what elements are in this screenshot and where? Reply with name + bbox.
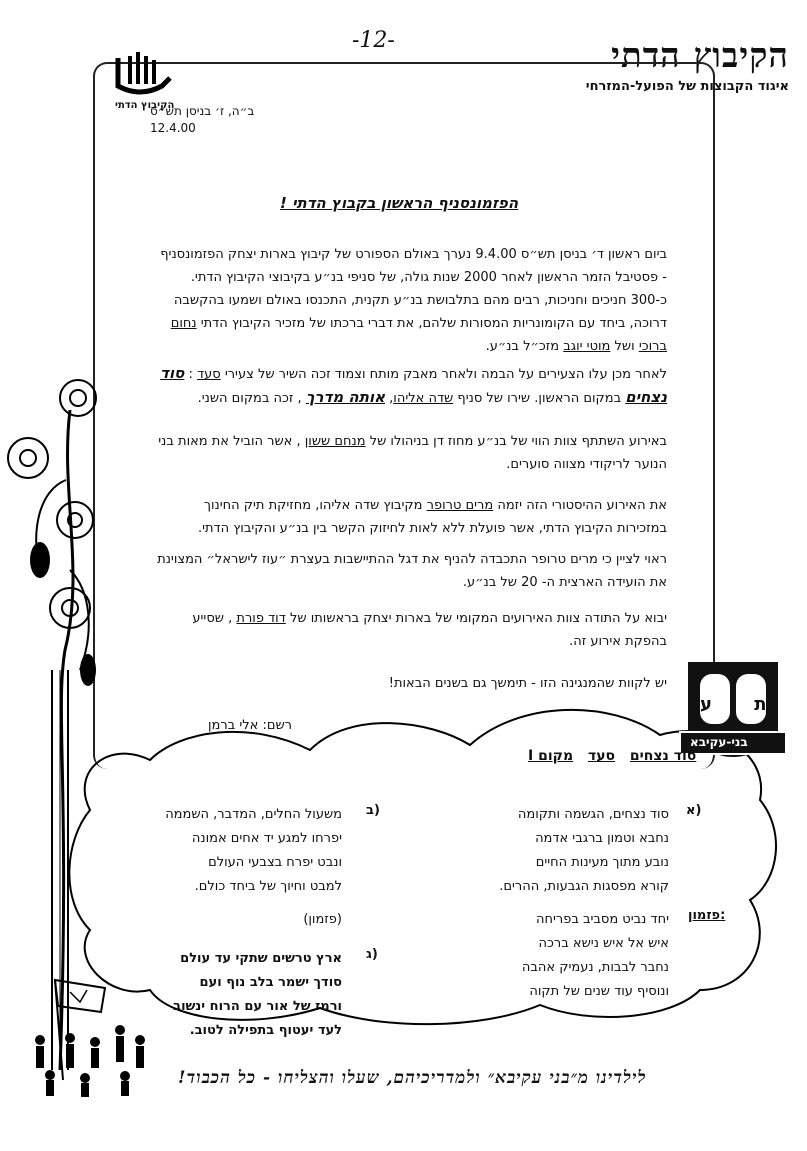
verse-line: נובע מתוך מעינות החיים xyxy=(535,855,669,870)
verse-line: נחבא וטמון ברגבי אדמה xyxy=(535,831,669,846)
verse-line: ונוסיף עוד שנים של תקוה xyxy=(529,984,669,999)
p6-text-a: יבוא על התודה צוות האירועים המקומי של בארות יצחק בראשותו של xyxy=(289,611,667,626)
chorus-ref: (פזמון) xyxy=(303,912,342,927)
song-place: מקום I xyxy=(528,748,574,764)
page-number: -12- xyxy=(352,28,395,53)
verse-line: קורא מפסגות הגבעות, ההרים. xyxy=(499,879,669,894)
p6-name: דוד פורת xyxy=(236,611,286,626)
verse-line: איש אל איש נישא ברכה xyxy=(538,936,669,951)
verse-line: סודך ישמר בלב נוף ועם xyxy=(199,975,342,990)
p2-branch-2: שדה אליהו xyxy=(393,391,454,406)
paragraph-6 xyxy=(152,607,667,653)
p1-text: ביום ראשון ד׳ בניסן תש״ס 9.4.00 נערך באולם הספורט של קיבוץ בארות יצחק הפזמונסניף - פסטיבל הזמר הראשון לאחר 2000 שנות גולה, של סניפי בנ״ע בקיבוצי הקיבוץ הדתי. כ-300 חניכים וחניכות, רבים מהם בתלבושת בנ״ע תקנית, התכנסו באולם ושמעו בהקשבה דרוכה, ביחד עם הקומונריות המסורות שלהם, את דברי ברכתו של מזכיר הקיבוץ הדתי xyxy=(160,247,667,331)
chorus xyxy=(419,908,669,1004)
verse-line: יפרחו למגע יד אחים אמונה xyxy=(191,831,342,846)
paragraph-3 xyxy=(152,430,667,476)
verse-line: ורמז של אור עם הרוח ינשוב xyxy=(173,999,342,1014)
signature: רשם: אלי ברמן xyxy=(207,718,292,733)
verse-line: ארץ טרשים שתקי עד עולם xyxy=(180,951,342,966)
verse-a-label: א) xyxy=(686,803,702,818)
p3-text-a: באירוע השתתף צוות הווי של בנ״ע מחוז דן בניהולו של xyxy=(369,434,667,449)
verse-line: נחבר לבבות, נעמיק אהבה xyxy=(521,960,669,975)
badge-ribbon: בני-עקיבא xyxy=(690,735,748,749)
verse-line: לעד יעטוף בתפילה לטוב. xyxy=(189,1023,342,1038)
p4-text-b: מקיבוץ שדה אליהו, מחזיקת תיק החינוך במזכירות הקיבוץ הדתי, אשר פועלת ללא לאות לחיזוק הקשר בין בנ״ע והקיבוץ הדתי. xyxy=(197,498,667,536)
paragraph-1 xyxy=(152,243,667,358)
logo-caption: הקיבוץ הדתי xyxy=(115,100,175,111)
hebrew-date: ב״ה, ז׳ בניסן תש״ס xyxy=(150,104,255,118)
p3-text-b: , אשר הוביל את מאות בני הנוער לריקודי מצווה סוערים. xyxy=(158,434,667,472)
kibbutz-logo-icon xyxy=(110,48,180,100)
song-header xyxy=(518,748,696,764)
verse-c-label: ג) xyxy=(366,947,378,962)
p2-text-b: במקום הראשון. שירו של סניף xyxy=(457,391,622,406)
paragraph-5: ראוי לציין כי מרים טרופר התכבדה להניף את דגל ההתיישבות בעצרת ״עוז לישראל״ המצוינת את הועידה הארצית ה- 20 של בנ״ע. xyxy=(157,552,667,590)
verse-a xyxy=(419,803,669,899)
footer-dedication: לילדינו מ״בני עקיבא״ ולמדריכיהם, שעלו והצליחו - כל הכבוד! xyxy=(178,1068,647,1088)
paragraph-4 xyxy=(152,494,667,540)
p6-text-b: , שסייע בהפקת אירוע זה. xyxy=(192,611,667,649)
paragraph-7: יש לקוות שהמנגינה הזו - תימשך גם בשנים הבאות! xyxy=(388,676,667,691)
paragraph-2: לאחר מכן עלו הצעירים על הבמה ולאחר מאבק מותח וצמוד זכה השיר של צעירי סעד : סוד נצחים במקום הראשון. שירו של סניף שדה אליהו, אותה מדרך , זכה במקום השני. xyxy=(160,364,667,406)
chorus-label: פזמון: xyxy=(688,908,726,923)
song-title: סוד נצחים xyxy=(629,748,697,764)
verse-line: למבט וחיוך של ביחד כולם. xyxy=(194,879,342,894)
p1-name-1: נחום ברוכי xyxy=(170,316,667,354)
verse-b-label: ב) xyxy=(366,803,380,818)
p4-name: מרים טרופר xyxy=(426,498,494,513)
date: 12.4.00 xyxy=(150,121,196,135)
song-branch: סעד xyxy=(587,748,616,764)
p2-branch: סעד xyxy=(197,367,221,382)
p2-song-2: אותה מדרך xyxy=(305,388,386,406)
verse-line: ונבט יפרח בצבעי העולם xyxy=(208,855,342,870)
letter-frame xyxy=(93,62,715,769)
badge-letters: ת ע xyxy=(700,694,785,715)
p2-text-c: , זכה במקום השני. xyxy=(197,391,302,406)
p4-text-a: את האירוע ההיסטורי הזה יזמה xyxy=(497,498,667,513)
verse-line: יחד נביט מסביב בפריחה xyxy=(535,912,669,927)
org-subtitle: איגוד הקבוצות של הפועל-המזרחי xyxy=(585,79,789,94)
p2-song-1: סוד נצחים xyxy=(160,364,667,406)
p3-name: מנחם ששון xyxy=(304,434,366,449)
verse-line: משעול החלים, המדבר, השממה xyxy=(165,807,342,822)
org-title: הקיבוץ הדתי xyxy=(611,36,789,76)
children-flag-illustration-icon xyxy=(25,970,155,1100)
p1-and: ושל xyxy=(614,339,635,354)
verse-line: סוד נצחים, הגשמה ותקומה xyxy=(517,807,669,822)
verse-b xyxy=(102,803,342,899)
p1-name-2: מוטי יוגב xyxy=(563,339,611,354)
p2-text-a: לאחר מכן עלו הצעירים על הבמה ולאחר מאבק מותח וצמוד זכה השיר של צעירי xyxy=(224,367,667,382)
p1-end: מזכ״ל בנ״ע. xyxy=(485,339,560,354)
letter-title: הפזמונסניף הראשון בקבוץ הדתי ! xyxy=(280,194,519,212)
